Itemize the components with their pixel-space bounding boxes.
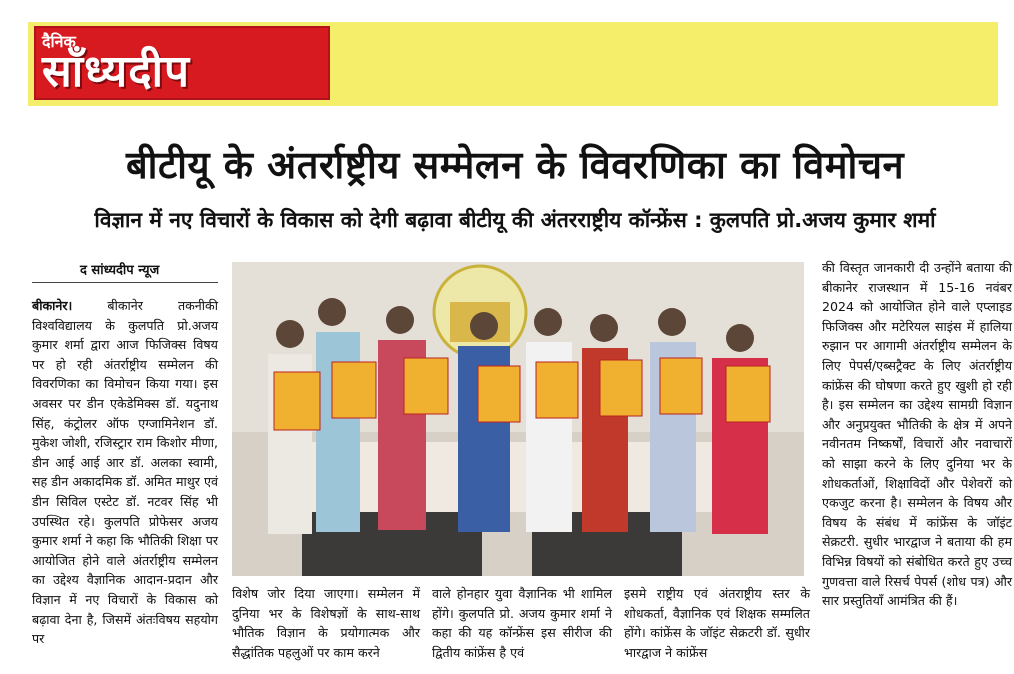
event-photo	[232, 262, 804, 576]
article-column-right: की विस्तृत जानकारी दी उन्होंने बताया की बीकानेर राजस्थान में 15-16 नवंबर 2024 को आयोजित होने वाले एप्लाइड फिजिक्स और मटेरियल साइंस में हालिया रुझान पर आगामी अंतर्राष्ट्रीय सम्मेलन के लिए पेपर्स/एब्सट्रैक्ट के लिए अंतर्राष्ट्रीय कांफ्रेंस की घोषणा करते हुए खुशी हो रही है। इस सम्मेलन का उद्देश्य सामग्री विज्ञान और अनुप्रयुक्त भौतिकी के क्षेत्र में अपने नवीनतम निष्कर्षों, विचारों और नवाचारों को साझा करने के लिए दुनिया भर के शोधकर्ताओं, शिक्षाविदों और पेशेवरों को एकजुट करना है। सम्मेलन के विषय और विषय के संबंध में कांफ्रेंस के जॉइंट सेक्रटरी. सुधीर भारद्वाज ने बताया की हम विभिन्न विषयों को संबोधित करते हुए उच्च गुणवत्ता वाले रिसर्च पेपर्स (शोध पत्र) और सार प्रस्तुतियाँ आमंत्रित की हैं।	[822, 260, 1012, 609]
headline: बीटीयू के अंतर्राष्ट्रीय सम्मेलन के विवरणिका का विमोचन	[125, 143, 905, 187]
logo-big-text: साँध्यदीप	[42, 46, 190, 97]
logo-small-text: दैनिक	[42, 32, 76, 51]
dateline-place: बीकानेर।	[32, 298, 73, 313]
article-text-bottom-3: इसमे राष्ट्रीय एवं अंतराष्ट्रीय स्तर के शोधकर्ता, वैज्ञानिक एवं शिक्षक सम्मलित होंगे। कांफ्रेंस के जॉइंट सेक्रटरी डॉ. सुधीर भारद्वाज ने कांफ्रेंस	[624, 586, 810, 660]
event-photo-image	[232, 262, 804, 576]
newspaper-logo	[34, 26, 330, 100]
article-text-bottom-1: विशेष जोर दिया जाएगा। सम्मेलन में दुनिया भर के विशेषज्ञों के साथ-साथ भौतिक विज्ञान के प्रयोगात्मक और सैद्धांतिक पहलुओं पर काम करने	[232, 586, 420, 660]
article-text-left: बीकानेर तकनीकी विश्वविद्यालय के कुलपति प्रो.अजय कुमार शर्मा द्वारा आज फिजिक्स विषय पर हो रही अंतर्राष्ट्रीय सम्मेलन की विवरणिका का विमोचन किया गया। इस अवसर पर डीन एकेडेमिक्स डॉ. यदुनाथ सिंह, कंट्रोलर ऑफ एग्जामिनेशन डॉ. मुकेश जोशी, रजिस्ट्रार राम किशोर मीणा, डीन आई आई आर डॉ. अलका स्वामी, सह डीन अकादमिक डॉ. अमित माथुर एवं डीन सिविल एस्टेट डॉ. नटवर सिंह भी उपस्थित रहे। कुलपति प्रोफेसर अजय कुमार शर्मा ने कहा कि भौतिकी शिक्षा पर आयोजित होने वाले अंतर्राष्ट्रीय सम्मेलन का उद्देश्य वैज्ञानिक आदान-प्रदान और विज्ञान में नए विचारों के विकास को बढ़ावा देना है, जिसमें अंतःविषय सहयोग पर	[32, 298, 218, 647]
byline: द सांध्यदीप न्यूज	[80, 263, 160, 278]
article-text-bottom-2: वाले होनहार युवा वैज्ञानिक भी शामिल होंगे। कुलपति प्रो. अजय कुमार शर्मा ने कहा की यह कॉन्फ्रेंस इस सीरीज की द्वितीय कांफ्रेंस है एवं	[432, 586, 612, 660]
subheadline: विज्ञान में नए विचारों के विकास को देगी बढ़ावा बीटीयू की अंतरराष्ट्रीय कॉन्फ्रेंस : कुलपति प्रो.अजय कुमार शर्मा	[94, 208, 936, 232]
article-column-left	[32, 296, 218, 649]
byline-divider	[32, 282, 218, 283]
